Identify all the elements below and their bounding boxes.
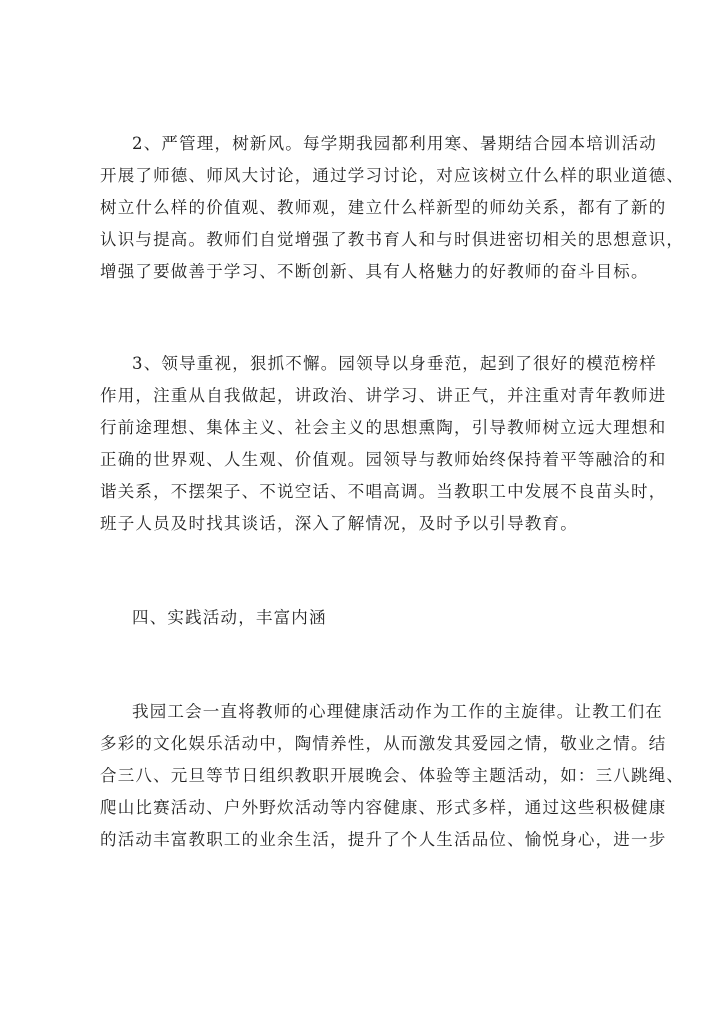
text-line: 正确的世界观、人生观、价值观。园领导与教师始终保持着平等融洽的和 — [100, 450, 667, 469]
paragraph-union-activities — [100, 696, 685, 856]
text-line: 多彩的文化娱乐活动中，陶情养性，从而激发其爱园之情，敬业之情。结 — [100, 734, 667, 753]
paragraph-spacer — [100, 634, 640, 696]
paragraph-spacer — [100, 540, 640, 602]
paragraph-spacer — [100, 288, 640, 348]
text-line: 合三八、元旦等节日组织教职开展晚会、体验等主题活动，如：三八跳绳、 — [100, 766, 685, 785]
text-line: 树立什么样的价值观、教师观，建立什么样新型的师幼关系，都有了新的 — [100, 198, 667, 217]
text-line: 2、严管理，树新风。每学期我园都利用寒、暑期结合园本培训活动 — [132, 134, 657, 153]
text-line: 增强了要做善于学习、不断创新、具有人格魅力的好教师的奋斗目标。 — [100, 262, 649, 281]
paragraph-strict-management — [100, 128, 685, 288]
text-line: 3、领导重视，狠抓不懈。园领导以身垂范，起到了很好的模范榜样 — [132, 354, 657, 373]
section-heading-text: 四、实践活动，丰富内涵 — [132, 608, 327, 627]
document-body — [100, 128, 685, 856]
section-heading — [100, 602, 640, 634]
text-line: 班子人员及时找其谈话，深入了解情况，及时予以引导教育。 — [100, 514, 578, 533]
text-line: 开展了师德、师风大讨论，通过学习讨论，对应该树立什么样的职业道德、 — [100, 166, 685, 185]
text-line: 行前途理想、集体主义、社会主义的思想熏陶，引导教师树立远大理想和 — [100, 418, 667, 437]
text-line: 认识与提高。教师们自觉增强了教书育人和与时俱进密切相关的思想意识， — [100, 230, 685, 249]
text-line: 作用，注重从自我做起，讲政治、讲学习、讲正气，并注重对青年教师进 — [100, 386, 667, 405]
text-line: 我园工会一直将教师的心理健康活动作为工作的主旋律。让教工们在 — [132, 702, 663, 721]
text-line: 谐关系，不摆架子、不说空话、不唱高调。当教职工中发展不良苗头时， — [100, 482, 667, 501]
text-line: 爬山比赛活动、户外野炊活动等内容健康、形式多样，通过这些积极健康 — [100, 798, 667, 817]
paragraph-leadership — [100, 348, 667, 540]
text-line: 的活动丰富教职工的业余生活，提升了个人生活品位、愉悦身心，进一步 — [100, 830, 667, 849]
